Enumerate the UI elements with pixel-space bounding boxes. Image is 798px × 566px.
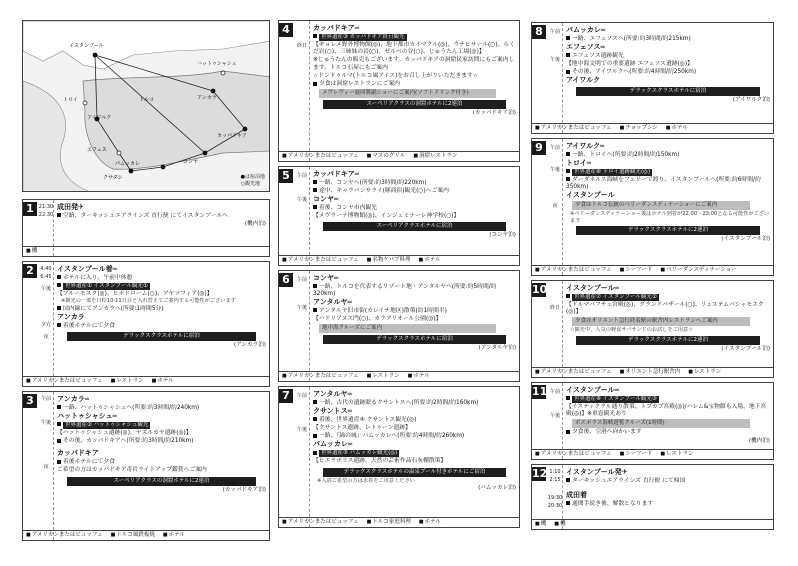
map-label: カッパドキア — [217, 133, 247, 139]
column-2 — [278, 20, 520, 532]
day-11: 11 午前 午後 イスタンブール═ 世界遺産⑧ イスタンブール観光③ 【イスティクラル通り散策、トプカプ宮殿(◎)/ハレム&宝物館も入場、地下宮殿(◎)】※車窓観光あり ボスポラス海峡遊覧クルーズ(1時間) 夕食後、空港へ向かいます (機内泊) ■ アメリカンまたはビュッフェ ■ シーフード ■ レストラン — [531, 382, 774, 460]
map-graphic — [23, 21, 270, 192]
day-4: 4 終日 カッパドキア═ 世界遺産③ カッパドキア終日観光 【ギョレメ野外博物館(◎)、地下都市カイマクル(◎)、ウチヒサール(○)、らくだ岩(○)、三姉妹の岩(○)、ゼルベの谷(○)、じゅうたん工場(◎)】 ※じゅうたんの販売もございます。カッパドキアの洞窟民家訪問にもご案内します。トルコ石屋にもご案内 ☆ドンドゥルマ(トルコ風アイス)をお召し上がりいただきます☆ 夕食は洞窟レストランにご案内 メヴレヴィー旋回舞踊ショーにご案内(ソフトドリンク付き) スーペリアクラスの洞窟ホテルに2連泊 (カッパドキア泊) ■ アメリカンまたはビュッフェ ■ マスのグリル ■ 洞窟レストラン — [278, 20, 520, 162]
day-5: 5 午前 午後 カッパドキア═ 一路、コンヤへ(所要:約3時間/約220km) 途中、キャラバンサライ(隊商宿)観光(○)へご案内 コンヤ═ 着後、コンヤ市内観光 【メヴラーナ博物館(◎)、インジェミナーレ神学校(○)】 スーペリアクラスホテルに宿泊 (コンヤ泊) ■ アメリカンまたはビュッフェ ■ 名物ケバブ料理 ■ ホテル — [278, 166, 520, 266]
day-12: 12 1:10 2:15 19:30 20:30 イスタンブール発✈ ターキッシュエアラインズ 直行便 にて帰国 成田着 通関手続き後、解散となります ■ 機 ■ 機 — [531, 464, 774, 530]
column-3 — [531, 22, 774, 534]
map-legend: ●は宿泊地 ○観光地 — [240, 174, 265, 187]
day-8: 8 午前 午後 パムッカレ═ 一路、エフェソスへ(所要:約3時間/約215km) エフェソス═ エフェソス遺跡観光 【地中海文明での重要遺跡 エフェソス遺跡(◎)】 その後、アイワルクへ(所要:約4時間/約250km) アイワルク デラックスクラスホテルに宿泊 (アイワルク泊) ■ アメリカンまたはビュッフェ ■ チョップシシ ■ ホテル — [531, 22, 774, 134]
day-2: 2 4:40 6:45 午後 夕方 夜 イスタンブール着═ ホテルに入り、午前中休憩 世界遺産① イスタンブール観光① 【ブルーモスク(◎)、ヒポドローム(○)、アヤソフィア(◎)】 ※観光の一部を日程10·11日目と入れ替えてご案内する可能性がございます 国内線にてアンカラへ(所要:1時間5分) アンカラ 着後ホテルにて夕食 デラックスクラスホテルに宿泊 (アンカラ泊) ■ アメリカンまたはビュッフェ ■ レストラン ■ ホテル — [22, 261, 270, 387]
route-map — [22, 20, 270, 192]
map-label: アイワルク — [87, 115, 112, 121]
day-1: 1 21:30 22:30 成田発✈ 空路、ターキッシュエアラインズ 直行便 にてイスタンブールへ (機内泊) ■ 機 — [22, 199, 270, 257]
day-6: 6 午前 午後 コンヤ═ 一路、トルコを代表するリゾート地・アンタルヤへ(所要:約5時間/約320km) アンタルヤ═ アンタルヤ旧市街(カレイチ地区)散策(約1時間半) 【ハドリアヌス門(○)、カラアリオール公園(◎)】 地中海クルーズにご案内 デラックスクラスホテルに宿泊 (アンタルヤ泊) ■ アメリカンまたはビュッフェ ■ レストラン ■ ホテル — [278, 270, 520, 382]
day-3: 3 午前 午後 夜 アンカラ═ 一路、ハットゥシャシュへ(所要:約3時間/約240km) ハットゥシャシュ═ 世界遺産② ハットゥシャシュ観光 【ハットゥシャシュ遺跡(◎)、ヤズルカヤ遺跡(◎)】 その後、カッパドキアへ(所要:約3時間/約210km) カッパドキア 着後ホテルにて夕食 ご希望の方はカッパドキア奇岩ライトアップ鑑賞へご案内 スーペリアクラスの洞窟ホテルに2連泊 (カッパドキア泊) ■ アメリカンまたはビュッフェ ■ トルコ風鉄板焼 ■ ホテル — [22, 391, 270, 541]
map-label: ハットゥシャシュ — [197, 61, 237, 67]
map-label: パムッカレ — [115, 161, 140, 167]
map-label: エフェス — [87, 147, 107, 153]
day-10: 10 終日 イスタンブール═ 世界遺産⑦ イスタンブール観光② 【ドルマバフチェ宮殿(◎)、グランドバザール(○)、リュステムパシャモスク(◎)】 夕食はオリエント急行終着駅の駅舎内レストランへご案内 ☆観光中、人気の軽食サバサンドのお試しをご用意☆ デラックスクラスホテルに2連泊 (イスタンブール泊) ■ アメリカンまたはビュッフェ ■ オリエント急行駅舎内 ■ レストラン — [531, 280, 774, 378]
column-1 — [22, 20, 270, 545]
map-label: イスタンブール — [69, 43, 104, 49]
map-label: トロイ — [63, 97, 78, 103]
meal-row: ■ 機 — [23, 246, 269, 256]
map-label: トルコ — [139, 97, 155, 103]
day-9: 9 午前 午後 夜 アイワルク═ 一路、トロイへ(所要:約2時間/約150km) トロイ═ 世界遺産⑥ トロイ遺跡観光(◎) ダーダネルス海峡をフェリーで渡り、イスタンブールへ(所要:約6時間/約350km) イスタンブール 夕食はトルコ伝統のベリーダンスディナーショーにご案内 ※ベリーダンスディナーショー後はホテル到着が22:00〜23:00となる可能性がございます デラックスクラスホテルに2連泊 (イスタンブール泊) ■ アメリカンまたはビュッフェ ■ シーフード ■ ベリーダンスディナーショー — [531, 138, 774, 276]
day-7: 7 午前 午後 アンタルヤ═ 一路、古代の遺跡眠るクサントスへ(所要:約2時間/約160km) クサントス═ 着後、世界遺産④ クサントス観光(◎) 【クサントス遺跡、レトゥーン遺跡】 一路、『綿の城』パムッカレへ(所要:約4時間/約260km) パムッカレ═ 世界遺産⑤ パムッカレ観光(◎) 【ヒエラポリス遺跡、天然の芸術作品石灰棚散策】 デラックスクラスホテルの温泉プール付きホテルにご宿泊 ※入浴ご希望の方は水着をご用意ください (パムッカレ泊) ■ アメリカンまたはビュッフェ ■ トルコ家庭料理 ■ ホテル — [278, 386, 520, 528]
map-label: アンカラ — [197, 95, 217, 101]
day-number: 1 — [23, 202, 37, 216]
map-label: クサダシ — [103, 175, 123, 181]
map-label: コンヤ — [183, 159, 199, 165]
